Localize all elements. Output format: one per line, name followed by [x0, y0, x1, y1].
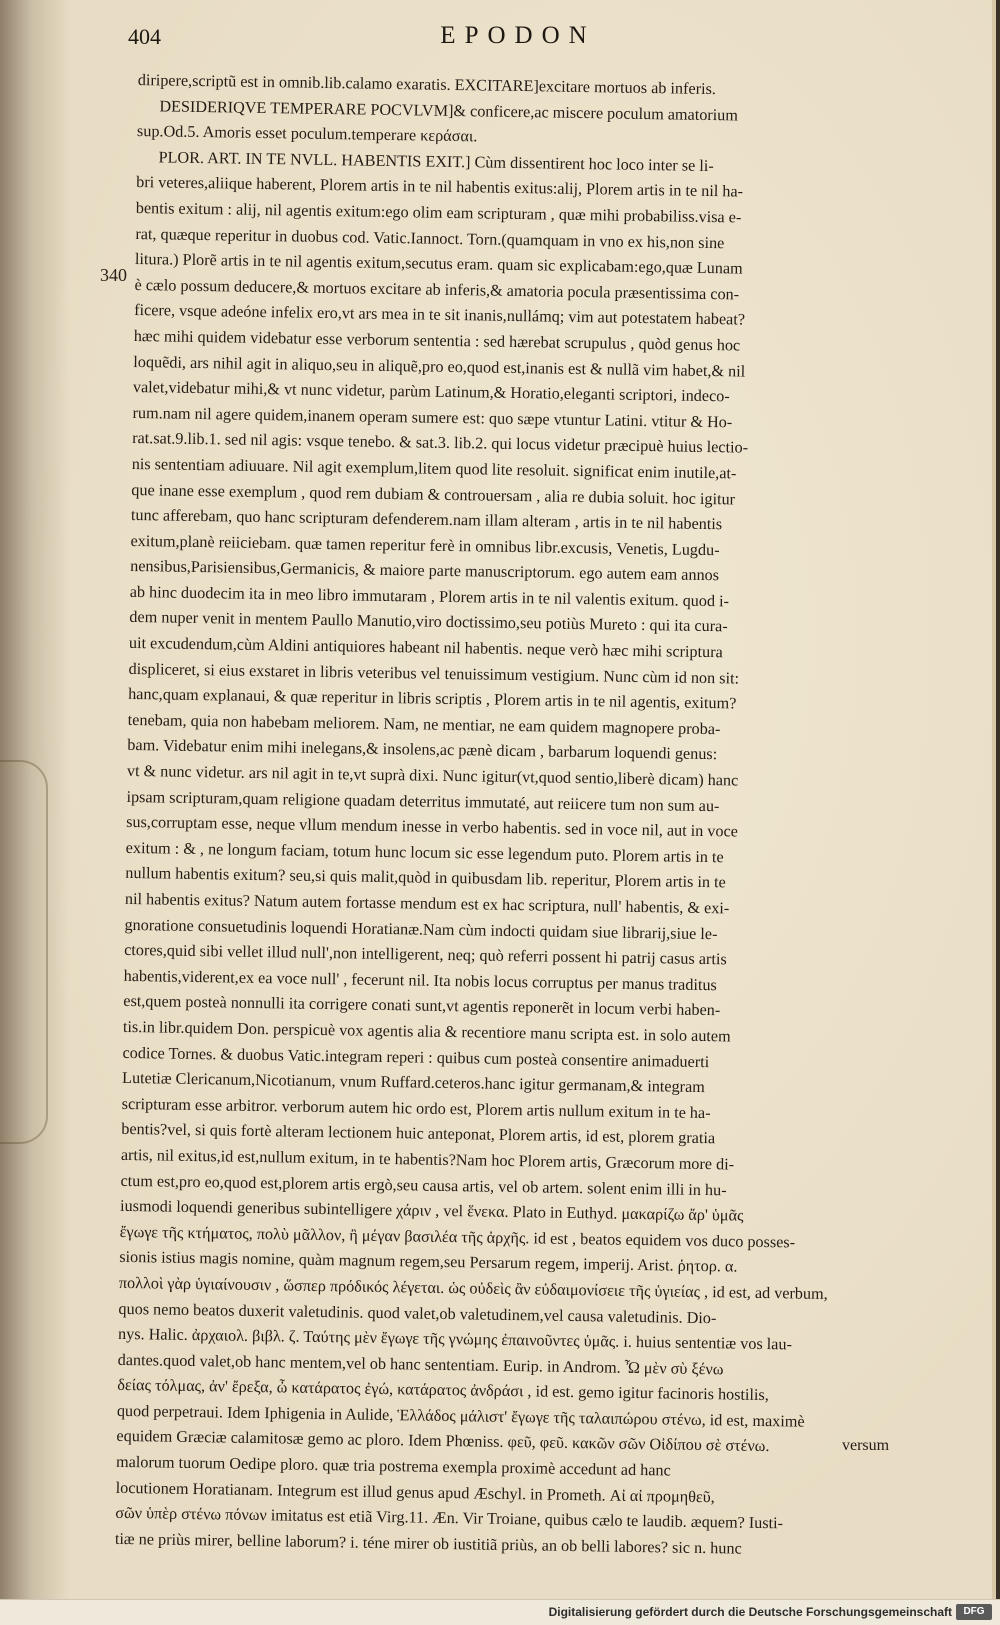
text-line: hanc,quam explanaui, & quæ reperitur in libris scriptis , Plorem artis in te nil agentis, exitum? [128, 685, 737, 713]
catchword: versum [842, 1437, 890, 1454]
text-line: ctum est,pro eo,quod est,plorem artis ergò,seu causa artis, vel ob artem. solent enim illi in hu- [120, 1171, 727, 1199]
text-line: ab hinc duodecim ita in meo libro immutaram , Plorem artis in te nil valentis exitum. quod i- [129, 582, 730, 611]
running-head: EPODON [440, 22, 596, 49]
text-line: tenebam, quia non habebam meliorem. Nam, ne mentiar, ne eam quidem magnopere proba- [127, 710, 721, 739]
text-line: quod perpetraui. Idem Iphigenia in Aulide, Ἑλλάδος μάλιστ' ἔγωγε τῆς ταλαιπώρου στένω, id est, maximè [116, 1401, 805, 1431]
text-line: σῶν ὑπὲρ στένω πόνων imitatus est etiã Virg.11. Æn. Vir Troiane, quibus cælo te laudib. æquem? Iusti- [115, 1504, 784, 1533]
text-line: nensibus,Parisiensibus,Germanicis, & maiore parte manuscriptorum. ego autem eam annos [130, 557, 720, 585]
paper-fold-mark [0, 760, 48, 1144]
text-line: sionis istius magis nomine, quàm magnum regem,seu Persarum regem, imperij. Arist. ῥητορ. α. [119, 1248, 738, 1276]
text-line: nil habentis exitus? Natum autem fortasse mendum est ex hac scriptura, null' habentis, & exi- [124, 889, 730, 918]
text-line: tis.in libr.quidem Don. perspicuè vox agentis alia & recentiore manu scripta est. in solo autem [122, 1017, 731, 1046]
text-line: nys. Halic. ἀρχαιολ. βιβλ. ζ. Ταύτης μὲν ἔγωγε τῆς γνώμης ἐπαινοῦντες ὑμᾶς. i. huius sententiæ vos lau- [117, 1324, 793, 1354]
text-line: valet,videbatur mihi,& vt nunc videtur, parùm Latinum,& Horatio,eleganti scriptori, indeco- [132, 378, 730, 406]
text-line: rat, quæque reperitur in duobus cod. Vatic.Iannoct. Torn.(quamquam in vno ex his,non sine [135, 224, 725, 252]
text-line: artis, nil exitus,id est,nullum exitum, in te habentis?Nam hoc Plorem artis, Græcorum more di- [120, 1145, 735, 1174]
text-line: exitum : & , ne longum faciam, totum hunc locum sic esse legendum puto. Plorem artis in te [125, 838, 724, 867]
text-line: codice Tornes. & duobus Vatic.integram reperi : quibus cum posteà consentire animaduerti [122, 1043, 710, 1071]
text-line: locutionem Horatianam. Integrum est illud genus apud Æschyl. in Prometh. Αἰ αἰ προμηθεῦ, [115, 1478, 715, 1506]
text-line: sup.Od.5. Amoris esset poculum.temperare κεράσαι. [136, 122, 478, 146]
text-line: rat.sat.9.lib.1. sed nil agis: vsque tenebo. & sat.3. lib.2. qui locus videtur præcipuè huius lectio- [132, 429, 749, 457]
text-line: PLOR. ART. IN TE NVLL. HABENTIS EXIT.] Cùm dissentirent hoc loco inter se li- [158, 148, 714, 175]
text-line: equidem Græciæ calamitosæ gemo ac ploro. Idem Phœniss. φεῦ, φεῦ. κακῶν σῶν Οἰδίπου σὲ στένω. [116, 1427, 770, 1456]
text-line: è cælo possum deducere,& mortuos excitare ab inferis,& amatoria pocula præsentissima con- [134, 275, 740, 304]
text-line: malorum tuorum Oedipe ploro. quæ tria postrema exempla proximè accedunt ad hanc [115, 1452, 671, 1480]
page-number: 404 [128, 24, 161, 49]
text-line: dantes.quod valet,ob hanc mentem,vel ob hanc sententiam. Eurip. in Androm. Ὦ μὲν σὺ ξένω [117, 1350, 724, 1379]
text-line: quos nemo beatos duxerit valetudinis. quod valet,ob valetudinem,vel causa valetudinis. Dio- [118, 1299, 717, 1327]
text-line: scripturam esse arbitror. verborum autem hic ordo est, Plorem artis nullum exitum in te ha- [121, 1094, 711, 1122]
text-line: litura.) Plorẽ artis in te nil agentis exitum,secutus eram. quam sic explicabam:ego,quæ Lunam [134, 250, 743, 278]
text-line: bri veteres,aliique haberent, Plorem artis in te nil habentis exitus:alij, Plorem artis in te nil ha- [136, 173, 744, 201]
text-line: gnoratione consuetudinis loquendi Horatianæ.Nam cùm indocti quidam siue librarij,siue le- [124, 915, 718, 943]
text-line: loquẽdi, ars nihil agit in aliquo,seu in aliquẽ,pro eo,quod est,inanis est & nullã vim habet,& nil [133, 352, 746, 381]
text-line: vt & nunc videtur. ars nil agit in te,vt suprà dixi. Nunc igitur(vt,quod sentio,liberè dicam) hanc [126, 761, 739, 790]
text-line: que inane esse exemplum , quod rem dubiam & controuersam , alia re dubia soluit. hoc igitur [131, 480, 736, 508]
text-line: uit excudendum,cùm Aldini antiquiores habeant nil habentis. neque verò hæc mihi scriptura [128, 633, 723, 662]
text-line: ipsam scripturam,quam religione quadam deterritus immutaté, aut reiicere tum non sum au- [126, 787, 720, 815]
text-line: displiceret, si eius exstaret in libris veteribus vel tenuissimum vestigium. Nunc cùm id non sit: [128, 659, 740, 688]
text-line: dem nuper venit in mentem Paullo Manutio,viro doctissimo,seu potiùs Mureto : qui ita cura- [129, 608, 728, 636]
dfg-logo: DFG [956, 1604, 992, 1620]
text-line: nis sententiam adiuuare. Nil agit exemplum,litem quod lite resoluit. significat enim inutile,at- [131, 454, 737, 483]
text-line: δείας τόλμας, ἀν' ἔρεξα, ὦ κατάρατος ἐγώ, κατάρατος ἀνδράσι , id est. gemo igitur facinoris hostilis, [117, 1376, 769, 1405]
text-line: ficere, vsque adeóne infelix ero,vt ars mea in te sit inanis,nullámq; vim aut potestatem habeat? [134, 301, 746, 329]
margin-line-number: 340 [100, 265, 127, 285]
text-line: πολλοὶ γὰρ ὑγιαίνουσιν , ὥσπερ πρόδικός λέγεται. ὡς οὐδεὶς ἂν εὐδαιμονίσειε τῆς ὑγιείας , id est, ad verbum, [118, 1273, 828, 1303]
text-line: nullum habentis exitum? seu,si quis malit,quòd in quibusdam lib. reperitur, Plorem artis in te [125, 864, 726, 892]
digitization-footer [0, 1599, 1000, 1625]
text-line: Lutetiæ Clericanum,Nicotianum, vnum Ruffard.ceteros.hanc igitur germanam,& integram [121, 1069, 705, 1097]
text-line: tiæ ne priùs mirer, belline laborum? i. téne mirer ob iustitiã priùs, an ob belli labores? sic n. hunc [114, 1529, 742, 1558]
text-line: rum.nam nil agere quidem,inanem operam sumere est: quo sæpe vtuntur Latini. vtitur & Ho- [132, 403, 733, 432]
text-line: hæc mihi quidem videbatur esse verborum sententia : sed hærebat scrupulus , quòd genus hoc [133, 326, 741, 355]
text-line: ἔγωγε τῆς κτήματος, πολὺ μᾶλλον, ἢ μέγαν βασιλέα τῆς ἀρχῆς. id est , beatos equidem vos duco posses- [119, 1222, 796, 1252]
text-line: bam. Videbatur enim mihi inelegans,& insolens,ac pænè dicam , barbarum loquendi genus: [127, 736, 718, 764]
text-line: DESIDERIQVE TEMPERARE POCVLVM]& conficere,ac miscere poculum amatorium [159, 96, 739, 125]
text-line: bentis?vel, si quis fortè alteram lectionem huic anteponat, Plorem artis, id est, plorem gratia [121, 1120, 716, 1148]
text-line: ctores,quid sibi vellet illud null',non intelligerent, neq; quò referri possent hi patrij casus artis [124, 941, 727, 969]
text-line: bentis exitum : alij, nil agentis exitum:ego olim eam scripturam , quæ mihi probabiliss.visa e- [135, 198, 742, 227]
text-line: est,quem posteà nonnulli ita corrigere conati sunt,vt agentis reponerẽt in locum verbi haben- [123, 992, 721, 1020]
page-header [128, 22, 908, 62]
text-line: diripere,scriptũ est in omnib.lib.calamo exaratis. EXCITARE]excitare mortuos ab inferis. [137, 70, 717, 99]
text-line: iusmodi loquendi generibus subintelligere χάριν , vel ἕνεκα. Plato in Euthyd. μακαρίζω ἄρ' ὑμᾶς [119, 1196, 744, 1225]
text-line: exitum,planè reiiciebam. quæ tamen reperitur ferè in omnibus libr.excusis, Venetis, Lugdu- [130, 531, 720, 559]
text-line: tunc afferebam, quo hanc scripturam defenderem.nam illam alteram , artis in te nil habentis [130, 506, 723, 534]
text-line: sus,corruptam esse, neque vllum mendum inesse in verbo habentis. sed in voce nil, aut in voce [126, 813, 739, 841]
dfg-credit-text: Digitalisierung gefördert durch die Deutsche Forschungsgemeinschaft [548, 1605, 952, 1619]
text-line: habentis,viderent,ex ea voce null' , fecerunt nil. Ita nobis locus corruptus per manus traditus [123, 966, 717, 994]
